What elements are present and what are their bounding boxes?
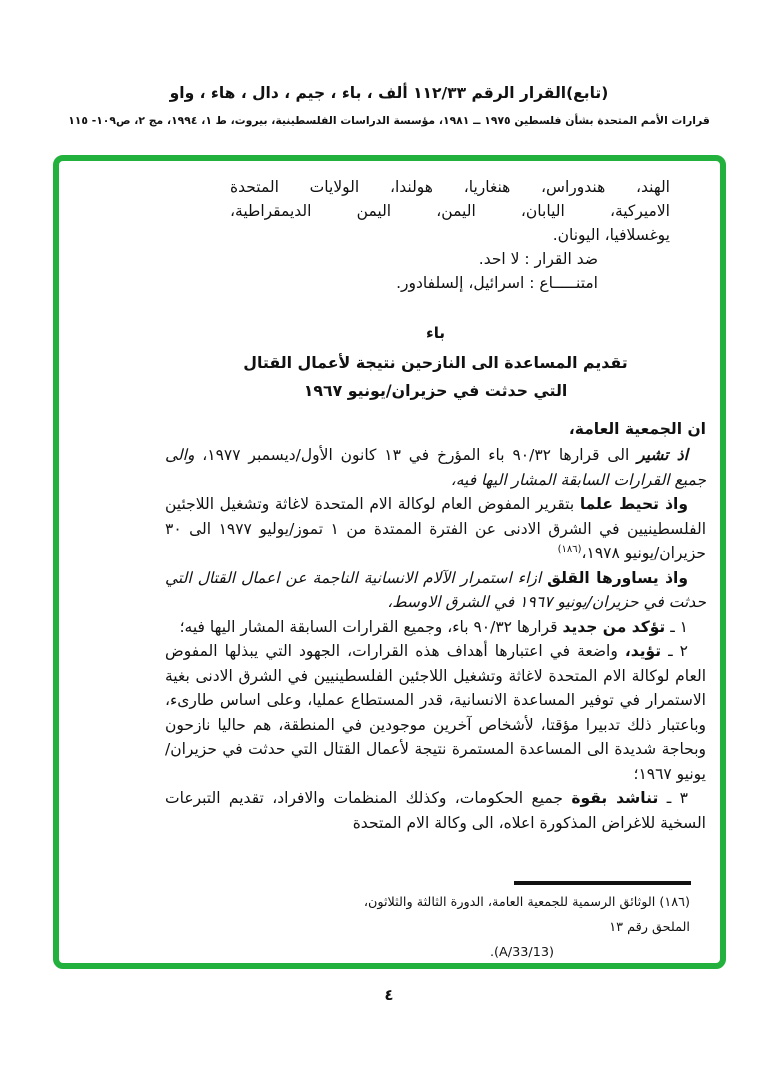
vote-abstain-line: امتنـــــاع : اسرائيل، إلسلفادور. [396,274,598,292]
section-title-line2: التي حدثت في حزيران/يونيو ١٩٦٧ [303,381,568,400]
operative-paragraph-3: ٣ ـ تناشد بقوة جميع الحكومات، وكذلك المنظمات والافراد، تقديم التبرعات السخية للاغراض المذكورة اعلاه، الى وكالة الام المتحدة [165,789,706,832]
footnote-text: (١٨٦) الوثائق الرسمية للجمعية العامة، الدورة الثالثة والثلاثون، الملحق رقم ١٣ [363,895,690,935]
footnote-document-symbol: (A/33/13). [489,945,554,960]
operative-paragraph-2: ٢ ـ تؤيد، واضعة في اعتبارها أهداف هذه القرارات، الجهود التي يبذلها المفوض العام لوكالة الام المتحدة لاغاثة وتشغيل اللاجئين الفلسطينيين في الشرق الادنى بغية الاستمرار في توفير المساعدة الانسانية، قدر المستطاع عمليا، وعلى اساس طارىء، وباعتبار ذلك تدبيرا مؤقتا، لأشخاص آخرين موجودين في المنطقة، هم حاليا نازحون وبحاجة شديدة الى المساعدة المستمرة نتيجة لأعمال القتال التي حدثت في حزيران/يونيو ١٩٦٧؛ [165,642,706,783]
vote-in-favour-line: الاميركية، اليابان، اليمن، اليمن الديمقراطية، [230,202,670,220]
section-letter-heading: باء [426,324,445,342]
document-frame [53,155,726,969]
preambular-paragraph: واذ يساورها القلق ازاء استمرار الآلام الانسانية الناجمة عن اعمال القتال التي حدثت في حزيران/يونيو ١٩٦٧ في الشرق الاوسط، [165,568,706,611]
resolution-paragraphs [165,443,706,835]
section-title-line1: تقديم المساعدة الى النازحين نتيجة لأعمال القتال [243,353,628,372]
preambular-paragraph: واذ تحيط علما بتقرير المفوض العام لوكالة الام المتحدة لاغاثة وتشغيل اللاجئين الفلسطينيين في الشرق الادنى عن الفترة الممتدة من ١ تموز/يوليو ١٩٧٧ الى ٣٠ حزيران/يونيو ١٩٧٨،$^{(١٨٦)}$ [165,495,706,562]
document-body [165,175,706,835]
source-citation: قرارات الأمم المتحدة بشأن فلسطين ١٩٧٥ ــ ١٩٨١، مؤسسة الدراسات الفلسطينية، بيروت، ط ١، ١٩٩٤، مج ٢، ص١٠٩- ١١٥ [68,114,710,127]
operative-paragraph-1: ١ ـ تؤكد من جديد قرارها ٩٠/٣٢ باء، وجميع القرارات السابقة المشار اليها فيه؛ [179,617,688,636]
preamble-opening: ان الجمعية العامة، [568,420,706,438]
resolution-header-title: (تابع)القرار الرقم ١١٢/٣٣ ألف ، باء ، جيم ، دال ، هاء ، واو [169,84,609,102]
vote-results-block [230,175,670,295]
footnote-separator-rule [514,881,691,885]
vote-in-favour-line: يوغسلافيا، اليونان. [552,226,670,244]
page-number: ٤ [384,986,394,1004]
vote-against-line: ضد القرار : لا احد. [478,250,598,268]
preambular-paragraph: اذ تشير الى قرارها ٩٠/٣٢ باء المؤرخ في ١٣ كانون الأول/ديسمبر ١٩٧٧، والى جميع القرارات السابقة المشار اليها فيه، [165,446,706,489]
footnote-block [330,890,690,965]
vote-in-favour-line: الهند، هندوراس، هنغاريا، هولندا، الولايات المتحدة [230,178,670,196]
